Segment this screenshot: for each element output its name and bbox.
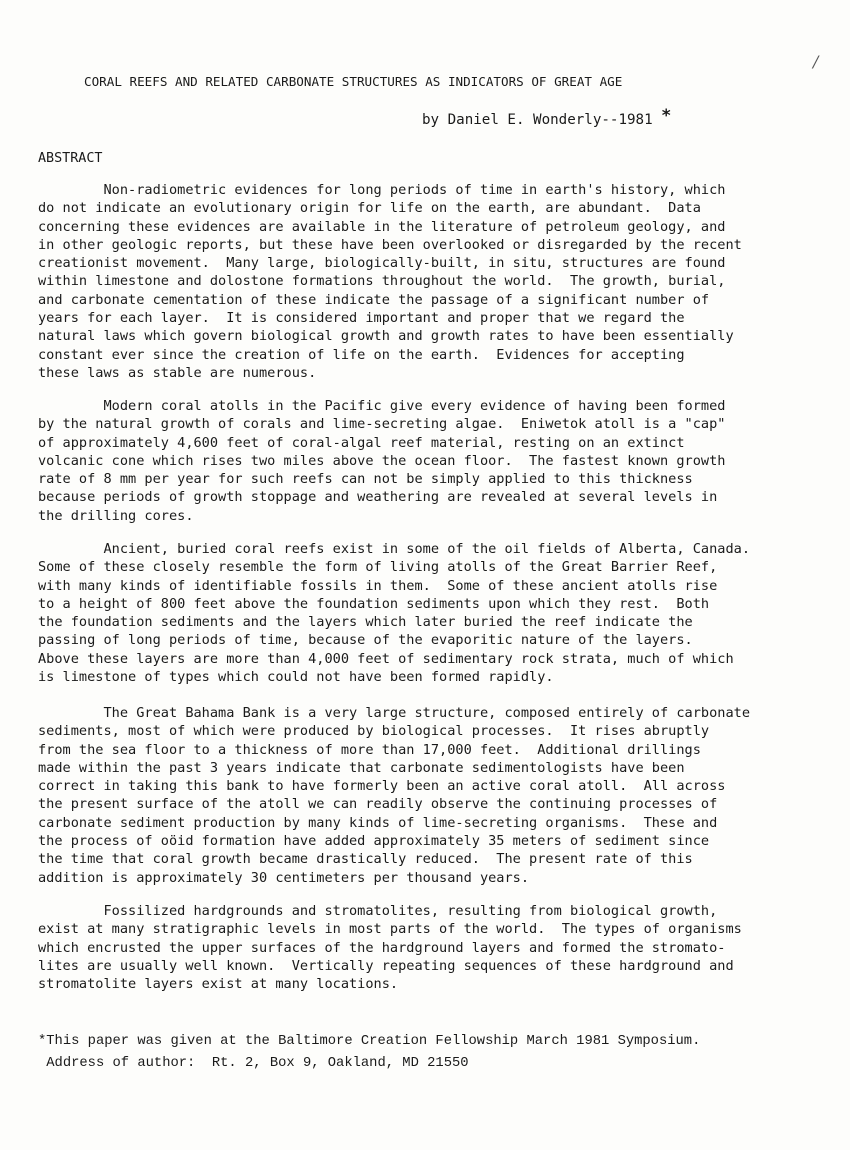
- byline: [422, 106, 671, 128]
- byline-footnote-star: *: [661, 106, 672, 126]
- footnote: *This paper was given at the Baltimore Creation Fellowship March 1981 Symposium. Address of author: Rt. 2, Box 9, Oakland, MD 21550: [38, 1034, 701, 1071]
- abstract-paragraph-4: The Great Bahama Bank is a very large structure, composed entirely of carbonate sediments, most of which were produced by biological processes. It rises abruptly from the sea floor to a thickness of more than 17,000 feet. Additional drillings made within the past 3 years indicate that carbonate sedimentologists have been correct in taking this bank to have formerly been an active coral atoll. All across the present surface of the atoll we can readily observe the continuing processes of carbonate sediment production by many kinds of lime-secreting organisms. These and the process of oöid formation have added approximately 35 meters of sediment since the time that coral growth became drastically reduced. The present rate of this addition is approximately 30 centimeters per thousand years.: [38, 705, 751, 886]
- abstract-heading: ABSTRACT: [38, 151, 103, 166]
- abstract-paragraph-3: Ancient, buried coral reefs exist in some of the oil fields of Alberta, Canada. Some of these closely resemble the form of living atolls of the Great Barrier Reef, with many kinds of identifiable fossils in them. Some of these ancient atolls rise to a height of 800 feet above the foundation sediments upon which they rest. Both the foundation sediments and the layers which later buried the reef indicate the passing of long periods of time, because of the evaporitic nature of the layers. Above these layers are more than 4,000 feet of sedimentary rock strata, much of which is limestone of types which could not have been formed rapidly.: [38, 541, 751, 686]
- byline-text: by Daniel E. Wonderly--1981: [422, 112, 653, 128]
- abstract-paragraph-5: Fossilized hardgrounds and stromatolites, resulting from biological growth, exist at many stratigraphic levels in most parts of the world. The types of organisms which encrusted the upper surfaces of the hardground layers and formed the stromato- lites are usually well known. Vertically repeating sequences of these hardground and stromatolite layers exist at many locations.: [38, 903, 742, 993]
- abstract-paragraph-1: Non-radiometric evidences for long periods of time in earth's history, which do not indicate an evolutionary origin for life on the earth, are abundant. Data concerning these evidences are available in the literature of petroleum geology, and in other geologic reports, but these have been overlooked or disregarded by the recent creationist movement. Many large, biologically-built, in situ, structures are found within limestone and dolostone formations throughout the world. The growth, burial, and carbonate cementation of these indicate the passage of a significant number of years for each layer. It is considered important and proper that we regard the natural laws which govern biological growth and growth rates to have been essentially constant ever since the creation of life on the earth. Evidences for accepting these laws as stable are numerous.: [38, 182, 742, 381]
- abstract-paragraph-2: Modern coral atolls in the Pacific give every evidence of having been formed by the natural growth of corals and lime-secreting algae. Eniwetok atoll is a "cap" of approximately 4,600 feet of coral-algal reef material, resting on an extinct volcanic cone which rises two miles above the ocean floor. The fastest known growth rate of 8 mm per year for such reefs can not be simply applied to this thickness because periods of growth stoppage and weathering are revealed at several levels in the drilling cores.: [38, 398, 726, 524]
- corner-pen-mark: /: [813, 52, 819, 71]
- document-title: CORAL REEFS AND RELATED CARBONATE STRUCTURES AS INDICATORS OF GREAT AGE: [84, 74, 623, 89]
